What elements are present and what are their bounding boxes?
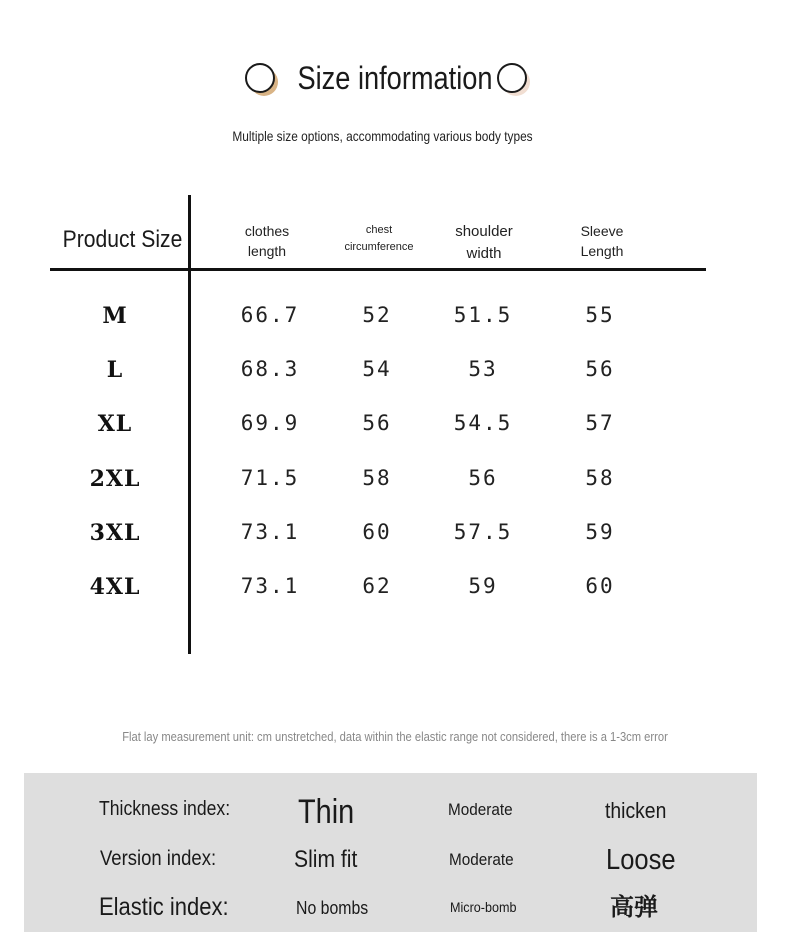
table-cell: 57.5 — [453, 520, 513, 544]
column-header-line: width — [466, 244, 502, 262]
size-label: M — [102, 303, 128, 329]
table-cell: 60 — [585, 574, 615, 598]
size-label: 4XL — [89, 574, 141, 600]
version-option-moderate: Moderate — [449, 850, 514, 869]
version-index-label: Version index: — [100, 847, 217, 870]
column-header-line: circumference — [344, 241, 414, 254]
thickness-option-moderate: Moderate — [448, 800, 513, 819]
table-cell: 68.3 — [240, 357, 300, 381]
table-cell: 51.5 — [453, 303, 513, 327]
elastic-option-high-elastic: 高弹 — [610, 893, 658, 921]
page-subtitle: Multiple size options, accommodating various body types — [232, 128, 533, 144]
table-cell: 55 — [585, 303, 615, 327]
column-header-line: Sleeve — [580, 223, 624, 239]
column-header-clothes-length — [222, 221, 312, 262]
elastic-index-label: Elastic index: — [99, 893, 229, 921]
table-cell: 59 — [468, 574, 498, 598]
fabric-index-panel — [24, 773, 757, 932]
size-label: L — [106, 357, 124, 383]
thickness-index-label: Thickness index: — [99, 798, 231, 820]
table-header-divider — [50, 268, 706, 271]
size-label: XL — [97, 411, 133, 437]
elastic-option-no-bombs: No bombs — [296, 898, 369, 918]
table-cell: 62 — [362, 574, 392, 598]
table-cell: 54 — [362, 357, 392, 381]
table-cell: 56 — [468, 466, 498, 490]
table-cell: 69.9 — [240, 411, 300, 435]
column-header-shoulder-width — [439, 221, 529, 265]
table-cell: 73.1 — [240, 574, 300, 598]
table-cell: 71.5 — [240, 466, 300, 490]
column-header-chest-circumference — [334, 222, 424, 256]
elastic-option-micro-bomb: Micro-bomb — [450, 899, 517, 915]
page-title: Size information — [297, 60, 493, 96]
column-header-line: clothes — [244, 223, 290, 239]
size-label: 2XL — [89, 466, 141, 492]
table-cell: 56 — [585, 357, 615, 381]
table-cell: 73.1 — [240, 520, 300, 544]
table-cell: 56 — [362, 411, 392, 435]
measurement-note: Flat lay measurement unit: cm unstretched, data within the elastic range not considered, there is a 1-3cm error — [122, 729, 668, 744]
version-option-slim-fit: Slim fit — [294, 846, 358, 873]
table-cell: 57 — [585, 411, 615, 435]
column-header-sleeve-length — [557, 221, 647, 262]
size-label: 3XL — [89, 520, 141, 546]
header — [0, 58, 790, 108]
column-header-line: Length — [580, 243, 624, 260]
table-corner-label: Product Size — [62, 226, 183, 253]
table-cell: 60 — [362, 520, 392, 544]
version-option-loose: Loose — [606, 844, 676, 876]
table-vertical-divider — [188, 195, 191, 654]
table-cell: 53 — [468, 357, 498, 381]
column-header-line: shoulder — [455, 223, 513, 240]
table-cell: 54.5 — [453, 411, 513, 435]
table-cell: 58 — [585, 466, 615, 490]
table-cell: 52 — [362, 303, 392, 327]
table-cell: 59 — [585, 520, 615, 544]
column-header-line: chest — [365, 224, 393, 236]
column-header-line: length — [247, 243, 287, 260]
thickness-option-thin: Thin — [298, 793, 355, 831]
thickness-option-thicken: thicken — [605, 798, 667, 823]
table-cell: 66.7 — [240, 303, 300, 327]
table-cell: 58 — [362, 466, 392, 490]
circle-decoration-icon — [497, 63, 527, 93]
